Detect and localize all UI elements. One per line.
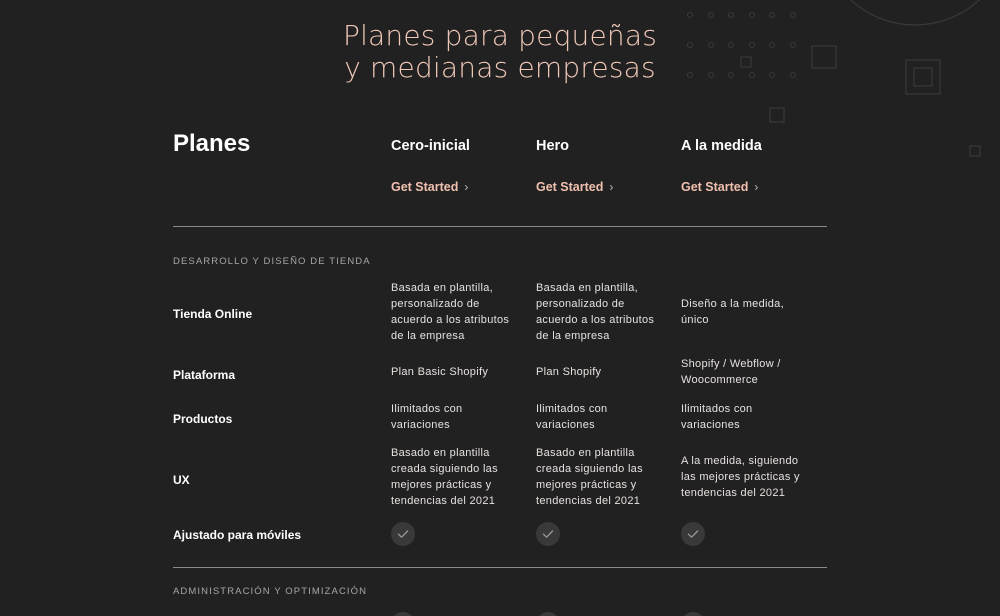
cell-ux-hero: Basado en plantilla creada siguiendo las mejores prácticas y tendencias del 2021	[536, 447, 643, 507]
hero-title-line-1: Planes para pequeñas	[342, 19, 658, 52]
cell-tienda-online-hero: Basada en plantilla, personalizado de acuerdo a los atributos de la empresa	[536, 282, 655, 342]
check-icon	[536, 522, 560, 546]
plan-column-cero-inicial	[391, 138, 531, 194]
cell-tienda-online-medida: Diseño a la medida, único	[681, 298, 784, 326]
check-icon	[536, 612, 560, 616]
row-label-plataforma: Plataforma	[173, 368, 236, 382]
get-started-button-a-la-medida[interactable]	[681, 180, 758, 194]
cell-productos-cero: Ilimitados con variaciones	[391, 403, 463, 431]
plan-column-hero	[536, 138, 676, 194]
cell-ux-medida: A la medida, siguiendo las mejores prácticas y tendencias del 2021	[681, 455, 800, 499]
cta-label: Get Started	[681, 180, 749, 194]
plans-heading: Planes	[173, 130, 251, 157]
check-icon	[391, 522, 415, 546]
cell-productos-medida: Ilimitados con variaciones	[681, 403, 753, 431]
row-label-ux: UX	[173, 473, 190, 487]
plan-name: A la medida	[681, 138, 762, 154]
get-started-button-cero-inicial[interactable]	[391, 180, 468, 194]
cell-tienda-online-cero: Basada en plantilla, personalizado de acuerdo a los atributos de la empresa	[391, 282, 510, 342]
cta-label: Get Started	[536, 180, 604, 194]
section-title-administracion: ADMINISTRACIÓN Y OPTIMIZACIÓN	[173, 586, 368, 597]
section-title-desarrollo: DESARROLLO Y DISEÑO DE TIENDA	[173, 256, 371, 267]
row-label-ajustado-moviles: Ajustado para móviles	[173, 528, 302, 542]
get-started-button-hero[interactable]	[536, 180, 613, 194]
plan-name: Cero-inicial	[391, 138, 470, 154]
chevron-right-icon: ›	[464, 180, 469, 194]
check-icon	[391, 612, 415, 616]
cell-plataforma-cero: Plan Basic Shopify	[391, 366, 489, 378]
check-icon	[681, 612, 705, 616]
check-icon	[681, 522, 705, 546]
plan-name: Hero	[536, 138, 570, 154]
divider	[173, 226, 827, 227]
row-label-tienda-online: Tienda Online	[173, 307, 253, 321]
row-label-productos: Productos	[173, 412, 233, 426]
chevron-right-icon: ›	[609, 180, 614, 194]
cell-productos-hero: Ilimitados con variaciones	[536, 403, 608, 431]
cell-plataforma-hero: Plan Shopify	[536, 366, 602, 378]
hero-title	[0, 20, 1000, 84]
chevron-right-icon: ›	[754, 180, 759, 194]
hero-title-line-2: y medianas empresas	[344, 51, 656, 84]
plan-column-a-la-medida	[681, 138, 821, 194]
divider	[173, 567, 827, 568]
cell-plataforma-medida: Shopify / Webflow / Woocommerce	[681, 358, 781, 386]
cta-label: Get Started	[391, 180, 459, 194]
cell-ux-cero: Basado en plantilla creada siguiendo las mejores prácticas y tendencias del 2021	[391, 447, 498, 507]
